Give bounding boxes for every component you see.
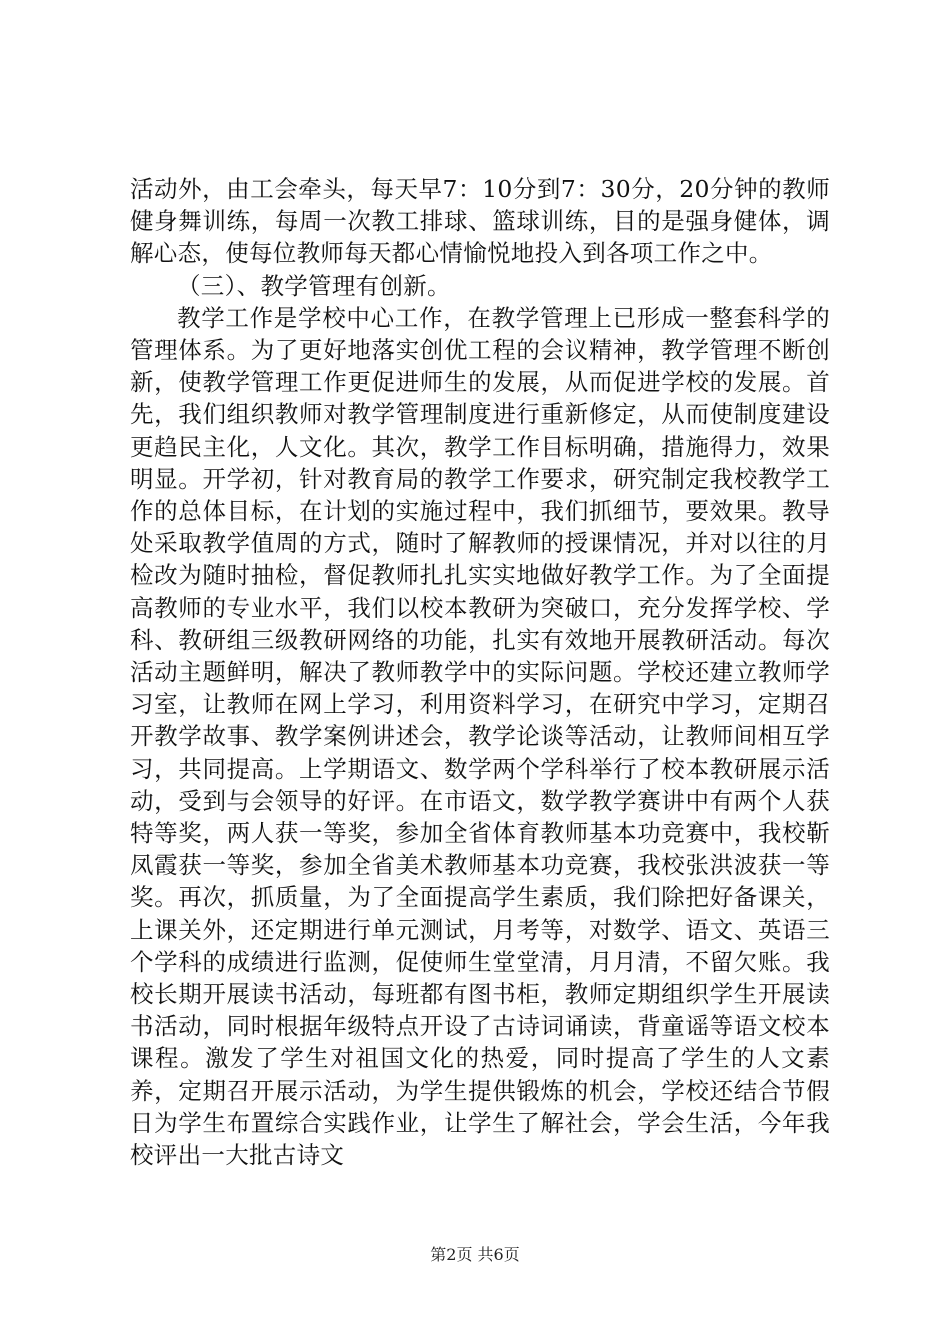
page-footer — [0, 1244, 950, 1266]
section-heading-3: （三）、教学管理有创新。 — [177, 271, 451, 300]
document-body — [130, 173, 830, 1171]
page-number-label: 第2页 共6页 — [430, 1245, 520, 1264]
paragraph-teaching-management: 教学工作是学校中心工作，在教学管理上已形成一整套科学的管理体系。为了更好地落实创优工程的会议精神，教学管理不断创新，使教学管理工作更促进师生的发展，从而促进学校的发展。首先，我们组织教师对教学管理制度进行重新修定，从而使制度建设更趋民主化，人文化。其次，教学工作目标明确，措施得力，效果明显。开学初，针对教育局的教学工作要求，研究制定我校教学工作的总体目标，在计划的实施过程中，我们抓细节，要效果。教导处采取教学值周的方式，随时了解教师的授课情况，并对以往的月检改为随时抽检，督促教师扎扎实实地做好教学工作。为了全面提高教师的专业水平，我们以校本教研为突破口，充分发挥学校、学科、教研组三级教研网络的功能，扎实有效地开展教研活动。每次活动主题鲜明，解决了教师教学中的实际问题。学校还建立教师学习室，让教师在网上学习，利用资料学习，在研究中学习，定期召开教学故事、教学案例讲述会，教学论谈等活动，让教师间相互学习，共同提高。上学期语文、数学两个学科举行了校本教研展示活动，受到与会领导的好评。在市语文，数学教学赛讲中有两个人获特等奖，两人获一等奖，参加全省体育教师基本功竞赛中，我校靳凤霞获一等奖，参加全省美术教师基本功竞赛，我校张洪波获一等奖。再次，抓质量，为了全面提高学生素质，我们除把好备课关，上课关外，还定期进行单元测试，月考等，对数学、语文、英语三个学科的成绩进行监测，促使师生堂堂清，月月清，不留欠账。我校长期开展读书活动，每班都有图书柜，教师定期组织学生开展读书活动，同时根据年级特点开设了古诗词诵读，背童谣等语文校本课程。激发了学生对祖国文化的热爱，同时提高了学生的人文素养，定期召开展示活动，为学生提供锻炼的机会，学校还结合节假日为学生布置综合实践作业，让学生了解社会，学会生活，今年我校评出一大批古诗文 — [130, 303, 830, 1170]
paragraph-1: 活动外，由工会牵头，每天早7：10分到7：30分，20分钟的教师健身舞训练，每周一次教工排球、篮球训练，目的是强身健体，调解心态，使每位教师每天都心情愉悦地投入到各项工作之中。 — [130, 175, 830, 268]
